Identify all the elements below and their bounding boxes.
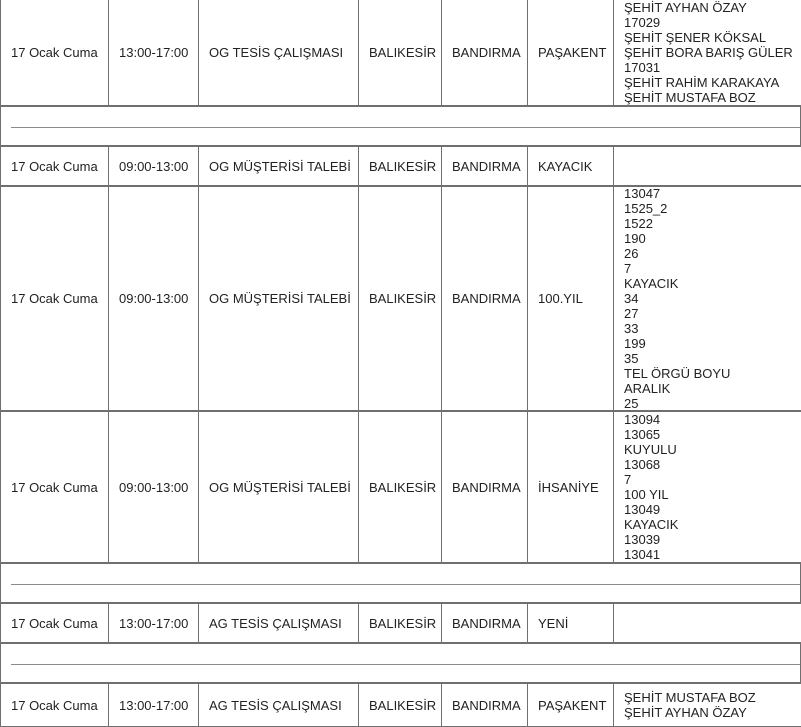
district-cell	[441, 186, 528, 411]
area-item: 27	[624, 306, 639, 321]
area-item: 26	[624, 246, 639, 261]
district-cell	[441, 683, 528, 727]
time-text: 13:00-17:00	[119, 44, 189, 60]
date-text: 17 Ocak Cuma	[11, 479, 98, 495]
area-item: 13065	[624, 427, 661, 442]
date-cell	[0, 146, 109, 186]
time-cell	[108, 146, 199, 186]
time-cell	[108, 603, 199, 643]
city-text: BALIKESİR	[369, 615, 437, 631]
date-text: 17 Ocak Cuma	[11, 697, 98, 713]
area-item: 13094	[624, 412, 661, 427]
neighborhood-cell	[527, 146, 614, 186]
district-text: BANDIRMA	[452, 291, 521, 306]
areas-cell	[613, 0, 801, 106]
neighborhood-text: PAŞAKENT	[538, 44, 607, 60]
reason-cell	[198, 411, 359, 563]
areas-cell	[613, 411, 801, 563]
city-cell	[358, 186, 442, 411]
neighborhood-text: KAYACIK	[538, 158, 593, 174]
neighborhood-cell	[527, 603, 614, 643]
city-text: BALIKESİR	[369, 291, 437, 306]
reason-text: OG TESİS ÇALIŞMASI	[209, 44, 344, 60]
area-item: ŞEHİT RAHİM KARAKAYA	[624, 74, 780, 90]
neighborhood-cell	[527, 683, 614, 727]
district-cell	[441, 146, 528, 186]
areas-cell	[613, 186, 801, 411]
city-cell	[358, 0, 442, 106]
area-item: 7	[624, 261, 632, 276]
separator-line	[11, 664, 800, 665]
area-item: 1522	[624, 216, 653, 231]
reason-cell	[198, 683, 359, 727]
neighborhood-cell	[527, 0, 614, 106]
reason-text: OG MÜŞTERİSİ TALEBİ	[209, 158, 351, 174]
time-text: 13:00-17:00	[119, 697, 189, 713]
neighborhood-cell	[527, 411, 614, 563]
date-text: 17 Ocak Cuma	[11, 615, 98, 631]
time-text: 13:00-17:00	[119, 615, 189, 631]
area-list	[624, 412, 678, 562]
reason-cell	[198, 186, 359, 411]
area-item: 33	[624, 321, 639, 336]
neighborhood-text: İHSANİYE	[538, 479, 599, 495]
time-text: 09:00-13:00	[119, 479, 189, 495]
area-item: 13047	[624, 186, 661, 201]
area-item: 7	[624, 472, 632, 487]
reason-cell	[198, 0, 359, 106]
area-item: ŞEHİT AYHAN ÖZAY	[624, 705, 747, 720]
separator-row	[0, 643, 801, 683]
city-text: BALIKESİR	[369, 44, 437, 60]
reason-cell	[198, 146, 359, 186]
area-item: ŞEHİT ŞENER KÖKSAL	[624, 29, 767, 45]
date-text: 17 Ocak Cuma	[11, 44, 98, 60]
area-list	[624, 0, 793, 105]
area-item: ŞEHİT MUSTAFA BOZ	[624, 690, 756, 705]
time-cell	[108, 683, 199, 727]
city-cell	[358, 603, 442, 643]
city-text: BALIKESİR	[369, 697, 437, 713]
district-text: BANDIRMA	[452, 615, 521, 631]
areas-cell	[613, 683, 801, 727]
reason-cell	[198, 603, 359, 643]
separator-line	[11, 584, 800, 585]
district-text: BANDIRMA	[452, 479, 521, 495]
area-item: 13049	[624, 502, 661, 517]
area-item: KUYULU	[624, 442, 677, 457]
area-item: TEL ÖRGÜ BOYU	[624, 366, 731, 381]
reason-text: OG MÜŞTERİSİ TALEBİ	[209, 291, 351, 306]
date-cell	[0, 186, 109, 411]
areas-cell	[613, 146, 801, 186]
district-text: BANDIRMA	[452, 158, 521, 174]
area-list	[624, 690, 756, 720]
city-text: BALIKESİR	[369, 158, 437, 174]
separator-line	[11, 127, 800, 128]
neighborhood-cell	[527, 186, 614, 411]
date-cell	[0, 411, 109, 563]
separator-row	[0, 106, 801, 146]
area-item: ARALIK	[624, 381, 671, 396]
city-cell	[358, 683, 442, 727]
time-text: 09:00-13:00	[119, 291, 189, 306]
district-cell	[441, 603, 528, 643]
reason-text: AG TESİS ÇALIŞMASI	[209, 697, 342, 713]
date-text: 17 Ocak Cuma	[11, 291, 98, 306]
area-item: 13068	[624, 457, 661, 472]
time-cell	[108, 411, 199, 563]
neighborhood-text: PAŞAKENT	[538, 697, 607, 713]
area-item: 13039	[624, 532, 661, 547]
reason-text: OG MÜŞTERİSİ TALEBİ	[209, 479, 351, 495]
area-item: 100 YIL	[624, 487, 669, 502]
city-cell	[358, 146, 442, 186]
area-item: 35	[624, 351, 639, 366]
separator-row	[0, 563, 801, 603]
neighborhood-text: 100.YIL	[538, 291, 583, 306]
area-item: 1525_2	[624, 201, 668, 216]
date-cell	[0, 603, 109, 643]
area-item: ŞEHİT MUSTAFA BOZ	[624, 89, 756, 105]
date-text: 17 Ocak Cuma	[11, 158, 98, 174]
city-text: BALIKESİR	[369, 479, 437, 495]
reason-text: AG TESİS ÇALIŞMASI	[209, 615, 342, 631]
district-cell	[441, 0, 528, 106]
area-item: KAYACIK	[624, 517, 679, 532]
district-cell	[441, 411, 528, 563]
area-item: 199	[624, 336, 646, 351]
date-cell	[0, 683, 109, 727]
neighborhood-text: YENİ	[538, 615, 569, 631]
time-cell	[108, 186, 199, 411]
area-item: 34	[624, 291, 639, 306]
area-item: 17031	[624, 59, 661, 75]
district-text: BANDIRMA	[452, 697, 521, 713]
area-item: ŞEHİT BORA BARIŞ GÜLER	[624, 44, 793, 60]
area-item: 190	[624, 231, 646, 246]
area-item: 13041	[624, 547, 661, 562]
areas-cell	[613, 603, 801, 643]
city-cell	[358, 411, 442, 563]
area-list	[624, 186, 730, 411]
area-item: ŞEHİT AYHAN ÖZAY	[624, 0, 747, 15]
time-cell	[108, 0, 199, 106]
area-item: 17029	[624, 14, 661, 30]
date-cell	[0, 0, 109, 106]
area-item: 25	[624, 396, 639, 411]
district-text: BANDIRMA	[452, 44, 521, 60]
time-text: 09:00-13:00	[119, 158, 189, 174]
area-item: KAYACIK	[624, 276, 679, 291]
